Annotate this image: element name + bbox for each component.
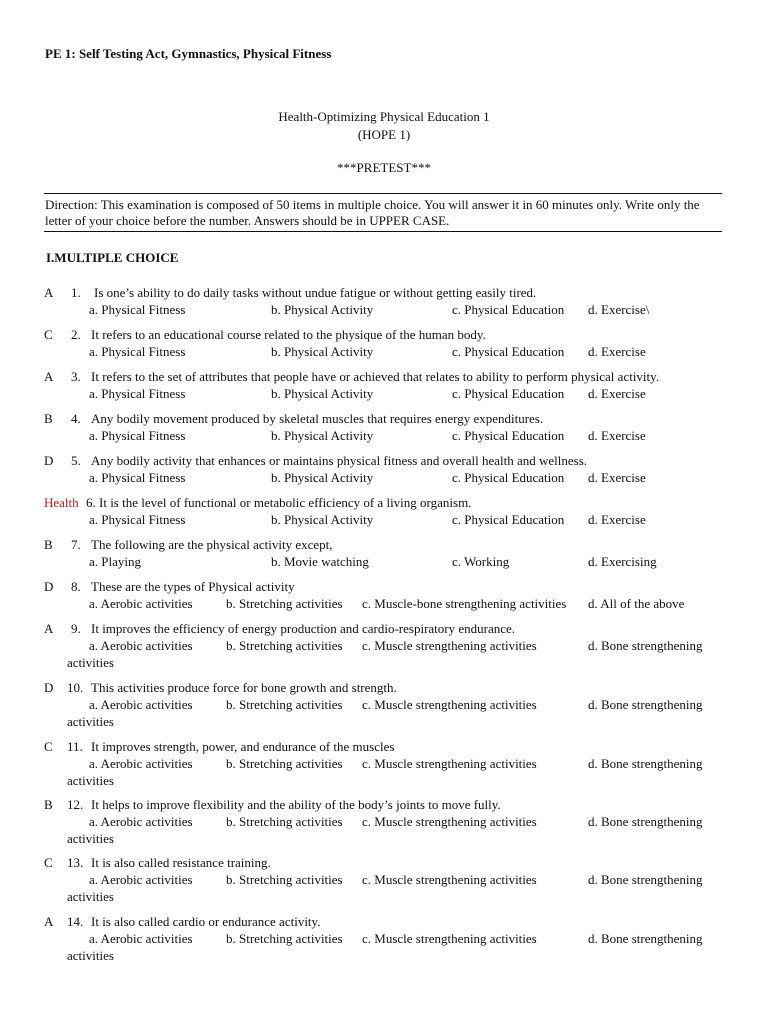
question-number: 6. — [86, 495, 96, 510]
options-row — [0, 638, 768, 655]
option-a: a. Physical Fitness — [89, 470, 186, 485]
option-b: b. Physical Activity — [271, 344, 374, 359]
option-c: c. Muscle strengthening activities — [362, 697, 537, 712]
options-row — [0, 344, 768, 361]
option-a: a. Physical Fitness — [89, 386, 186, 401]
option-b: b. Stretching activities — [226, 872, 343, 887]
top-divider — [44, 193, 722, 194]
option-c: c. Physical Education — [452, 386, 565, 401]
question-line — [0, 739, 768, 756]
answer-mark: D — [44, 453, 54, 468]
answer-mark: D — [44, 680, 54, 695]
option-c: c. Physical Education — [452, 428, 565, 443]
question-text: Any bodily activity that enhances or maintains physical fitness and overall health and wellness. — [91, 453, 588, 468]
question-line — [0, 327, 768, 344]
option-d: d. Bone strengthening — [588, 872, 703, 887]
question-text: It is also called cardio or endurance activity. — [91, 914, 321, 929]
options-row — [0, 872, 768, 889]
question-item — [0, 369, 768, 403]
question-item — [0, 327, 768, 361]
options-row — [0, 756, 768, 773]
question-number: 8. — [71, 579, 81, 594]
option-a: a. Aerobic activities — [89, 931, 193, 946]
answer-mark: C — [44, 327, 53, 342]
question-line — [0, 495, 768, 512]
option-b: b. Stretching activities — [226, 697, 343, 712]
answer-mark: B — [44, 797, 53, 812]
exam-type: ***PRETEST*** — [337, 160, 431, 175]
answer-mark: A — [44, 285, 54, 300]
question-line — [0, 914, 768, 931]
question-item — [0, 495, 768, 529]
options-row — [0, 697, 768, 714]
option-a: a. Aerobic activities — [89, 596, 193, 611]
option-continuation: activities — [67, 773, 114, 788]
question-line — [0, 411, 768, 428]
question-text: It refers to the set of attributes that people have or achieved that relates to ability to perform physical activity. — [91, 369, 660, 384]
question-number: 5. — [71, 453, 81, 468]
question-text: This activities produce force for bone growth and strength. — [91, 680, 397, 695]
question-item — [0, 285, 768, 319]
section-title: I.MULTIPLE CHOICE — [46, 250, 179, 265]
question-number: 10. — [67, 680, 84, 695]
option-c: c. Muscle strengthening activities — [362, 931, 537, 946]
option-d: d. All of the above — [588, 596, 685, 611]
answer-mark: C — [44, 855, 53, 870]
option-c: c. Muscle strengthening activities — [362, 872, 537, 887]
question-item — [0, 739, 768, 790]
options-row — [0, 386, 768, 403]
question-number: 11. — [67, 739, 83, 754]
option-b: b. Physical Activity — [271, 428, 374, 443]
question-item — [0, 855, 768, 906]
option-d: d. Bone strengthening — [588, 931, 703, 946]
question-text: It improves the efficiency of energy production and cardio-respiratory endurance. — [91, 621, 516, 636]
option-a: a. Aerobic activities — [89, 638, 193, 653]
question-item — [0, 453, 768, 487]
option-a: a. Playing — [89, 554, 141, 569]
options-row — [0, 931, 768, 948]
question-number: 14. — [67, 914, 84, 929]
option-c: c. Muscle strengthening activities — [362, 756, 537, 771]
option-a: a. Physical Fitness — [89, 512, 186, 527]
option-c: c. Muscle strengthening activities — [362, 814, 537, 829]
question-line — [0, 680, 768, 697]
answer-mark: B — [44, 537, 53, 552]
option-c: c. Working — [452, 554, 510, 569]
question-item — [0, 680, 768, 731]
answer-mark: A — [44, 369, 54, 384]
option-c: c. Physical Education — [452, 302, 565, 317]
question-number: 1. — [71, 285, 81, 300]
question-line — [0, 285, 768, 302]
option-continuation: activities — [67, 655, 114, 670]
answer-mark: A — [44, 914, 54, 929]
course-code: (HOPE 1) — [357, 127, 411, 142]
option-c: c. Muscle strengthening activities — [362, 638, 537, 653]
option-b: b. Physical Activity — [271, 386, 374, 401]
direction-text: Direction: This examination is composed of 50 items in multiple choice. You will answer it in 60 minutes only. Write only the letter of your choice before the number. Answers should be in UPPER CASE. — [45, 197, 700, 228]
question-text: It is also called resistance training. — [91, 855, 271, 870]
answer-mark: Health — [44, 495, 79, 510]
options-row — [0, 428, 768, 445]
option-c: c. Muscle-bone strengthening activities — [362, 596, 567, 611]
option-d: d. Exercise — [588, 428, 646, 443]
options-row — [0, 512, 768, 529]
answer-mark: A — [44, 621, 54, 636]
option-b: b. Physical Activity — [271, 470, 374, 485]
question-number: 13. — [67, 855, 84, 870]
question-text: Is one’s ability to do daily tasks without undue fatigue or without getting easily tired. — [94, 285, 537, 300]
question-text: These are the types of Physical activity — [91, 579, 295, 594]
options-row — [0, 470, 768, 487]
option-a: a. Physical Fitness — [89, 344, 186, 359]
question-line — [0, 369, 768, 386]
option-b: b. Stretching activities — [226, 596, 343, 611]
document-title: PE 1: Self Testing Act, Gymnastics, Physical Fitness — [45, 46, 332, 61]
question-number: 2. — [71, 327, 81, 342]
question-item — [0, 579, 768, 613]
question-number: 4. — [71, 411, 81, 426]
options-row — [0, 596, 768, 613]
option-d: d. Bone strengthening — [588, 697, 703, 712]
question-item — [0, 537, 768, 571]
option-c: c. Physical Education — [452, 344, 565, 359]
question-line — [0, 453, 768, 470]
options-row — [0, 554, 768, 571]
option-a: a. Aerobic activities — [89, 697, 193, 712]
option-b: b. Stretching activities — [226, 756, 343, 771]
option-c: c. Physical Education — [452, 470, 565, 485]
option-d: d. Exercise — [588, 344, 646, 359]
answer-mark: D — [44, 579, 54, 594]
option-b: b. Movie watching — [271, 554, 369, 569]
answer-mark: C — [44, 739, 53, 754]
question-text: The following are the physical activity except, — [91, 537, 333, 552]
question-text: It refers to an educational course related to the physique of the human body. — [91, 327, 486, 342]
question-number: 3. — [71, 369, 81, 384]
options-row — [0, 302, 768, 319]
question-line — [0, 621, 768, 638]
question-number: 12. — [67, 797, 84, 812]
question-text: It helps to improve flexibility and the ability of the body’s joints to move fully. — [91, 797, 501, 812]
question-line — [0, 579, 768, 596]
question-item — [0, 914, 768, 965]
option-d: d. Exercise — [588, 470, 646, 485]
question-text: It is the level of functional or metabolic efficiency of a living organism. — [99, 495, 472, 510]
option-continuation: activities — [67, 831, 114, 846]
question-item — [0, 797, 768, 848]
option-a: a. Physical Fitness — [89, 428, 186, 443]
question-item — [0, 621, 768, 672]
course-name: Health-Optimizing Physical Education 1 — [278, 109, 490, 124]
option-continuation: activities — [67, 889, 114, 904]
option-b: b. Physical Activity — [271, 512, 374, 527]
bottom-divider — [44, 231, 722, 232]
option-d: d. Exercise — [588, 386, 646, 401]
question-line — [0, 855, 768, 872]
option-d: d. Bone strengthening — [588, 638, 703, 653]
question-text: Any bodily movement produced by skeletal muscles that requires energy expenditures. — [91, 411, 544, 426]
option-a: a. Aerobic activities — [89, 872, 193, 887]
option-continuation: activities — [67, 948, 114, 963]
question-line — [0, 537, 768, 554]
question-text: It improves strength, power, and endurance of the muscles — [91, 739, 395, 754]
question-number: 7. — [71, 537, 81, 552]
question-item — [0, 411, 768, 445]
option-a: a. Physical Fitness — [89, 302, 186, 317]
option-b: b. Stretching activities — [226, 814, 343, 829]
answer-mark: B — [44, 411, 53, 426]
option-d: d. Exercise\ — [588, 302, 650, 317]
option-b: b. Stretching activities — [226, 931, 343, 946]
option-d: d. Exercising — [588, 554, 657, 569]
option-c: c. Physical Education — [452, 512, 565, 527]
option-b: b. Physical Activity — [271, 302, 374, 317]
options-row — [0, 814, 768, 831]
question-number: 9. — [71, 621, 81, 636]
option-b: b. Stretching activities — [226, 638, 343, 653]
option-a: a. Aerobic activities — [89, 814, 193, 829]
question-line — [0, 797, 768, 814]
option-d: d. Exercise — [588, 512, 646, 527]
option-d: d. Bone strengthening — [588, 756, 703, 771]
option-a: a. Aerobic activities — [89, 756, 193, 771]
option-continuation: activities — [67, 714, 114, 729]
option-d: d. Bone strengthening — [588, 814, 703, 829]
